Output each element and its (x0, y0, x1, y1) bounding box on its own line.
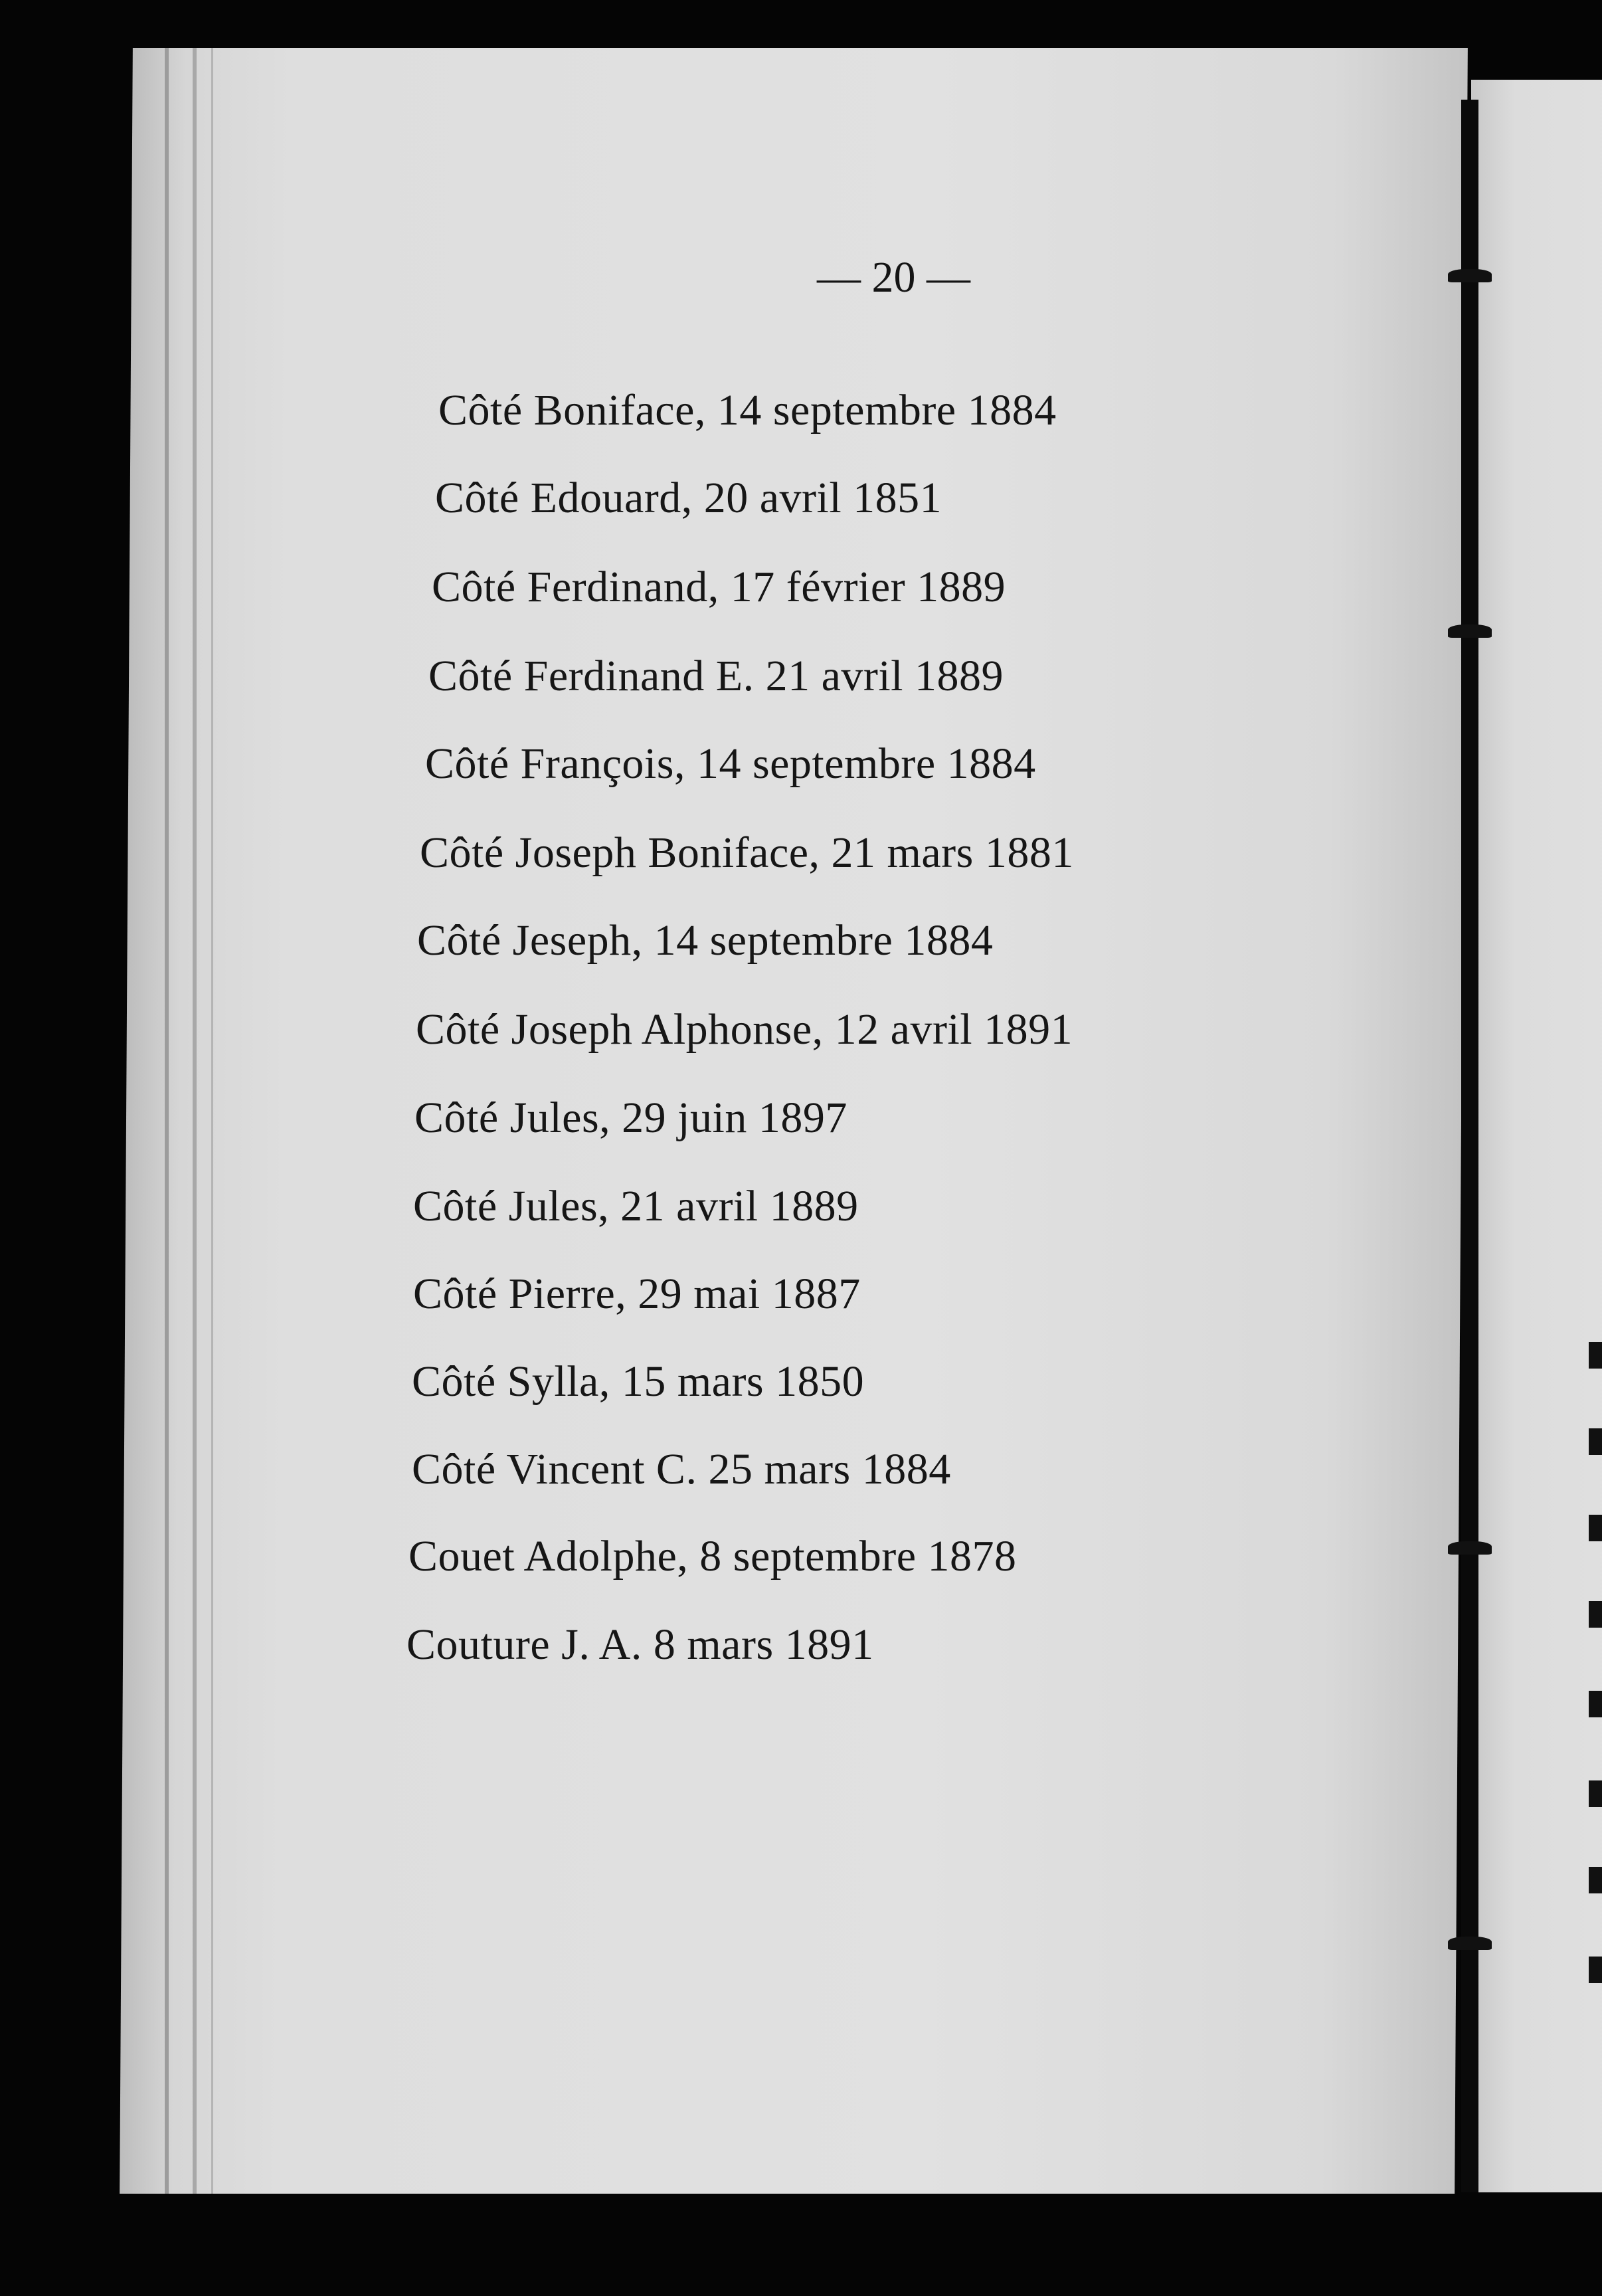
list-item: Côté Joseph Boniface, 21 mars 1881 (420, 828, 1074, 877)
page-edge-line (165, 48, 169, 2194)
list-item: Côté Ferdinand, 17 février 1889 (432, 563, 1006, 611)
right-page-line-mark (1589, 1428, 1602, 1455)
list-item: Côté Jules, 21 avril 1889 (413, 1182, 859, 1230)
right-page (1471, 80, 1602, 2192)
list-item: Côté Jules, 29 juin 1897 (414, 1094, 847, 1142)
list-item: Côté Boniface, 14 septembre 1884 (438, 386, 1057, 434)
list-item: Côté Vincent C. 25 mars 1884 (412, 1445, 951, 1493)
page-edge-line (211, 48, 213, 2194)
binding-stitch (1448, 269, 1492, 282)
list-item: Côté Edouard, 20 avril 1851 (435, 474, 942, 522)
list-item: Côté Joseph Alphonse, 12 avril 1891 (416, 1005, 1073, 1054)
right-page-line-mark (1589, 1867, 1602, 1893)
list-item: Couet Adolphe, 8 septembre 1878 (408, 1532, 1017, 1580)
list-item: Couture J. A. 8 mars 1891 (406, 1620, 874, 1669)
right-page-line-mark (1589, 1515, 1602, 1541)
book-binding (1461, 100, 1478, 2192)
binding-stitch (1448, 1937, 1492, 1950)
list-item: Côté Ferdinand E. 21 avril 1889 (428, 652, 1004, 700)
right-page-line-mark (1589, 1601, 1602, 1628)
right-page-line-mark (1589, 1691, 1602, 1717)
binding-stitch (1448, 1541, 1492, 1555)
list-item: Côté Pierre, 29 mai 1887 (413, 1270, 861, 1318)
page-edge-line (193, 48, 197, 2194)
right-page-line-mark (1589, 1342, 1602, 1369)
right-page-line-mark (1589, 1780, 1602, 1807)
page-number: — 20 — (817, 253, 970, 302)
right-page-line-mark (1589, 1957, 1602, 1983)
list-item: Côté Sylla, 15 mars 1850 (412, 1357, 865, 1406)
list-item: Côté François, 14 septembre 1884 (425, 739, 1036, 788)
binding-stitch (1448, 624, 1492, 638)
list-item: Côté Jeseph, 14 septembre 1884 (417, 916, 994, 965)
